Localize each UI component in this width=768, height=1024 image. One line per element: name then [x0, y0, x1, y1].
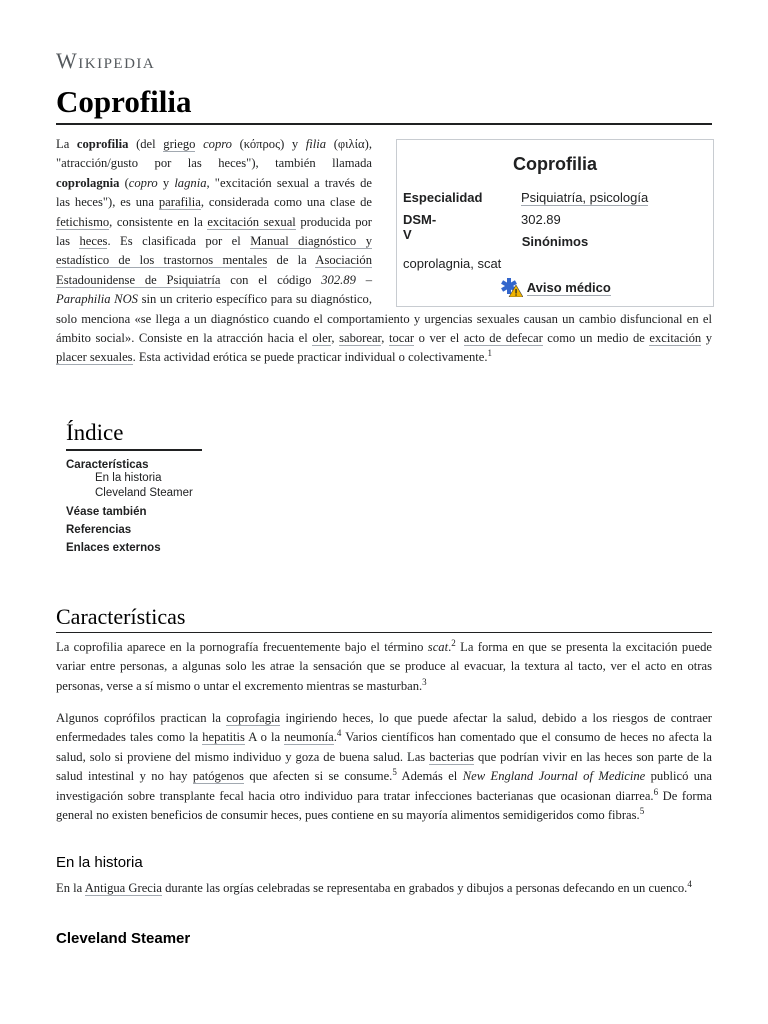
infobox-value[interactable]	[521, 190, 648, 205]
link-coprofagia[interactable]: coprofagia	[226, 711, 281, 725]
link-griego[interactable]: griego	[163, 137, 196, 151]
text: con el código	[220, 272, 322, 287]
text: de la	[267, 253, 316, 268]
toc-item-enlaces-externos[interactable]: Enlaces externos	[66, 542, 161, 554]
text: que podrían vivir en las heces son parte de la salud intestinal y no hay	[56, 749, 712, 784]
italic-term: lagnia,	[174, 175, 210, 190]
text: sin un criterio específico para su diagnóstico, solo menciona «se llega a un diagnóstico cuando el comportamiento y urgencias sexuales causan un cambio disfuncional en el ámbito social». Consiste en la atracción hacia el	[56, 292, 712, 346]
reference-link[interactable]: 3	[422, 676, 427, 687]
infobox-label: Especialidad	[403, 190, 483, 205]
link-hepatitis[interactable]: hepatitis	[202, 730, 245, 745]
link-apa[interactable]: Asociación Estadounidense de Psiquiatría	[56, 253, 372, 287]
text: publicó una investigación sobre transplante fecal hacia otro individuo para tratar infecciones bacterianas que ocasionan diarrea.	[56, 769, 712, 803]
bold-term: coprofilia	[76, 137, 129, 151]
text	[195, 137, 203, 151]
reference-link[interactable]: 4	[336, 728, 342, 739]
text: producida por las	[56, 214, 372, 249]
italic-term: New England Journal of Medicine	[462, 769, 646, 784]
link-saborear[interactable]: saborear	[339, 331, 382, 346]
reference-link[interactable]: 2	[451, 637, 456, 648]
toc-title: Índice	[66, 420, 202, 451]
page-title: Coprofilia	[56, 84, 712, 125]
medical-notice-link[interactable]: Aviso médico	[526, 279, 611, 295]
reference-link[interactable]: 6	[653, 786, 659, 797]
text: (φιλία), "atracción/gusto por las heces"), también llamada	[56, 137, 372, 171]
link-acto-de-defecar[interactable]: acto de defecar	[463, 331, 543, 346]
text: "excitación sexual a través de las heces"), es una	[56, 175, 372, 210]
section-heading-en-la-historia: En la historia	[56, 854, 143, 871]
infobox-label: DSM-V	[403, 212, 437, 242]
text: , considerada como una clase de	[200, 195, 372, 210]
link-placer-sexuales[interactable]: placer sexuales	[56, 350, 133, 365]
italic-term: filia	[305, 137, 327, 151]
reference-link[interactable]: 5	[639, 805, 645, 816]
text: (	[119, 175, 129, 190]
section-heading-caracteristicas: Características	[56, 604, 712, 633]
text: .	[448, 640, 452, 654]
text: ,	[331, 331, 340, 346]
wikipedia-wordmark[interactable]: Wikipedia	[56, 48, 156, 73]
link-antigua-grecia[interactable]: Antigua Grecia	[84, 881, 162, 895]
text: que afecten si se consume.	[243, 769, 393, 784]
text: y	[157, 175, 175, 190]
italic-term: copro	[128, 175, 158, 190]
link-tocar[interactable]: tocar	[388, 331, 415, 346]
text: Varios científicos han comentado que el consumo de heces no afecta la salud, solo si proviene del mismo individuo y goza de buena salud. Las	[56, 730, 712, 764]
infobox	[396, 139, 714, 307]
text: La	[56, 137, 77, 151]
text: Algunos coprófilos practican la	[56, 711, 227, 725]
paragraph	[56, 638, 712, 696]
medical-notice[interactable]	[397, 277, 713, 300]
text: Además el	[396, 769, 463, 784]
text: La coprofilia aparece en la pornografía frecuentemente bajo el término	[56, 640, 428, 654]
text: De forma general no existen beneficios de consumir heces, pues contiene en su mayoría alimentos semidigeridos como fibras.	[56, 788, 712, 823]
text: ,	[381, 331, 389, 346]
text: (κόπρος) y	[231, 137, 306, 151]
bold-term: coprolagnia	[56, 175, 120, 190]
italic-term: 302.89 – Paraphilia NOS	[56, 272, 372, 307]
link-oler[interactable]: oler	[312, 331, 332, 346]
section-heading-cleveland-steamer: Cleveland Steamer	[56, 930, 191, 947]
text: durante las orgías celebradas se representaba en grabados y dibujos a personas defecando en un cuenco.	[161, 881, 688, 895]
link-patogenos[interactable]: patógenos	[192, 769, 244, 784]
reference-link[interactable]: 5	[392, 767, 397, 778]
italic-term: scat	[427, 640, 449, 654]
toc-item-vease-tambien[interactable]: Véase también	[66, 506, 147, 518]
link-especialidad[interactable]: Psiquiatría, psicología	[521, 190, 649, 205]
link-fetichismo[interactable]: fetichismo	[56, 214, 110, 229]
link-neumonia[interactable]: neumonía	[284, 730, 334, 745]
link-dsm[interactable]: Manual diagnóstico y estadístico de los trastornos mentales	[56, 234, 372, 268]
toc-item-cleveland-steamer[interactable]: Cleveland Steamer	[95, 487, 193, 499]
medical-warning-icon	[499, 277, 523, 300]
toc-item-caracteristicas[interactable]: Características	[66, 459, 149, 471]
link-excitacion[interactable]: excitación	[649, 331, 702, 346]
text: En la	[56, 881, 85, 895]
text: . Esta actividad erótica se puede practicar individual o colectivamente.	[132, 350, 488, 365]
link-heces[interactable]: heces	[79, 234, 108, 249]
link-parafilia[interactable]: parafilia	[158, 195, 201, 210]
text: como un medio de	[542, 331, 650, 346]
reference-link[interactable]: 1	[487, 348, 492, 359]
italic-term: copro	[203, 137, 232, 151]
paragraph	[56, 709, 712, 825]
infobox-value: 302.89	[521, 212, 561, 227]
text: , consistente en la	[109, 214, 208, 229]
text: .	[333, 730, 337, 745]
table-of-contents	[66, 420, 202, 554]
text: La forma en que se presenta la excitación puede variar entre personas, a algunas solo les atrae la sensación que se produce al evacuar, la textura al tacto, ver el acto en otras personas, verse a sí mismo o untar el excremento mientras se masturban.	[56, 640, 712, 693]
infobox-synonyms-label: Sinónimos	[521, 234, 589, 249]
text: y	[701, 331, 713, 346]
text: (del	[128, 137, 164, 151]
toc-item-referencias[interactable]: Referencias	[66, 524, 132, 536]
toc-item-en-la-historia[interactable]: En la historia	[95, 472, 162, 484]
infobox-title: Coprofilia	[513, 154, 597, 174]
paragraph	[56, 879, 712, 898]
infobox-synonyms-value: coprolagnia, scat	[403, 256, 502, 271]
link-excitacion-sexual[interactable]: excitación sexual	[207, 214, 296, 229]
text: A o la	[244, 730, 285, 745]
reference-link[interactable]: 4	[687, 878, 692, 889]
link-bacterias[interactable]: bacterias	[429, 749, 474, 764]
text: . Es clasificada por el	[107, 234, 251, 249]
text: ingiriendo heces, lo que puede afectar la salud, debido a los riesgos de contraer enfermedades tales como la	[56, 711, 713, 745]
text: o ver el	[414, 331, 464, 346]
